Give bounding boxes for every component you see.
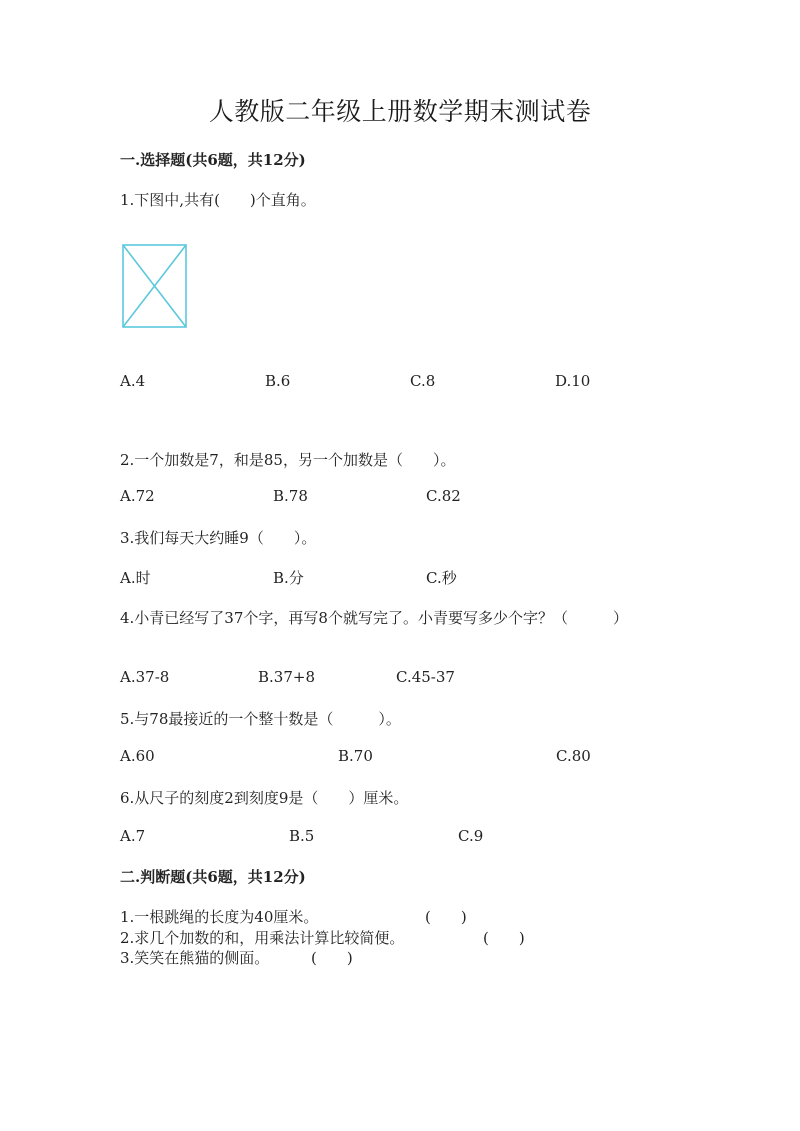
question-3-option-c[interactable]: C.秒 [426, 569, 457, 587]
question-5-stem: 5.与78最接近的一个整十数是（ ）。 [120, 710, 401, 728]
question-2-option-a[interactable]: A.72 [120, 487, 155, 505]
rectangle-diagonals-figure [120, 242, 190, 330]
question-6-option-a[interactable]: A.7 [120, 827, 146, 845]
question-1-option-d[interactable]: D.10 [555, 372, 591, 390]
page-title: 人教版二年级上册数学期末测试卷 [208, 97, 592, 126]
question-2-stem: 2.一个加数是7，和是85，另一个加数是（ ）。 [120, 451, 456, 469]
section-heading-choice: 一.选择题(共6题，共12分) [120, 151, 306, 169]
question-5-option-c[interactable]: C.80 [556, 747, 591, 765]
judge-question-3-blank[interactable]: ( ) [311, 949, 353, 967]
question-3-stem: 3.我们每天大约睡9（ ）。 [120, 529, 317, 547]
question-1-option-b[interactable]: B.6 [265, 372, 291, 390]
section-heading-judge: 二.判断题(共6题，共12分) [120, 868, 306, 886]
judge-question-2-stem: 2.求几个加数的和，用乘法计算比较简便。 [120, 929, 405, 947]
question-1-stem: 1.下图中,共有( )个直角。 [120, 191, 316, 209]
question-2-option-b[interactable]: B.78 [273, 487, 308, 505]
question-3-option-a[interactable]: A.时 [120, 569, 151, 587]
rectangle-with-diagonals-icon [123, 245, 186, 327]
question-1-option-a[interactable]: A.4 [120, 372, 146, 390]
question-5-option-b[interactable]: B.70 [338, 747, 373, 765]
question-6-option-c[interactable]: C.9 [458, 827, 484, 845]
judge-question-1-stem: 1.一根跳绳的长度为40厘米。 [120, 908, 319, 926]
judge-question-1-blank[interactable]: ( ) [425, 908, 467, 926]
question-4-stem: 4.小青已经写了37个字，再写8个就写完了。小青要写多少个字？（ ） [120, 609, 628, 627]
question-5-option-a[interactable]: A.60 [120, 747, 155, 765]
question-4-option-a[interactable]: A.37-8 [120, 668, 170, 686]
question-4-option-c[interactable]: C.45-37 [396, 668, 455, 686]
judge-question-2-blank[interactable]: ( ) [483, 929, 525, 947]
question-4-option-b[interactable]: B.37+8 [258, 668, 315, 686]
question-6-option-b[interactable]: B.5 [289, 827, 315, 845]
question-6-stem: 6.从尺子的刻度2到刻度9是（ ）厘米。 [120, 789, 409, 807]
judge-question-3-stem: 3.笑笑在熊猫的侧面。 [120, 949, 270, 967]
question-1-option-c[interactable]: C.8 [410, 372, 436, 390]
question-2-option-c[interactable]: C.82 [426, 487, 461, 505]
question-3-option-b[interactable]: B.分 [273, 569, 304, 587]
